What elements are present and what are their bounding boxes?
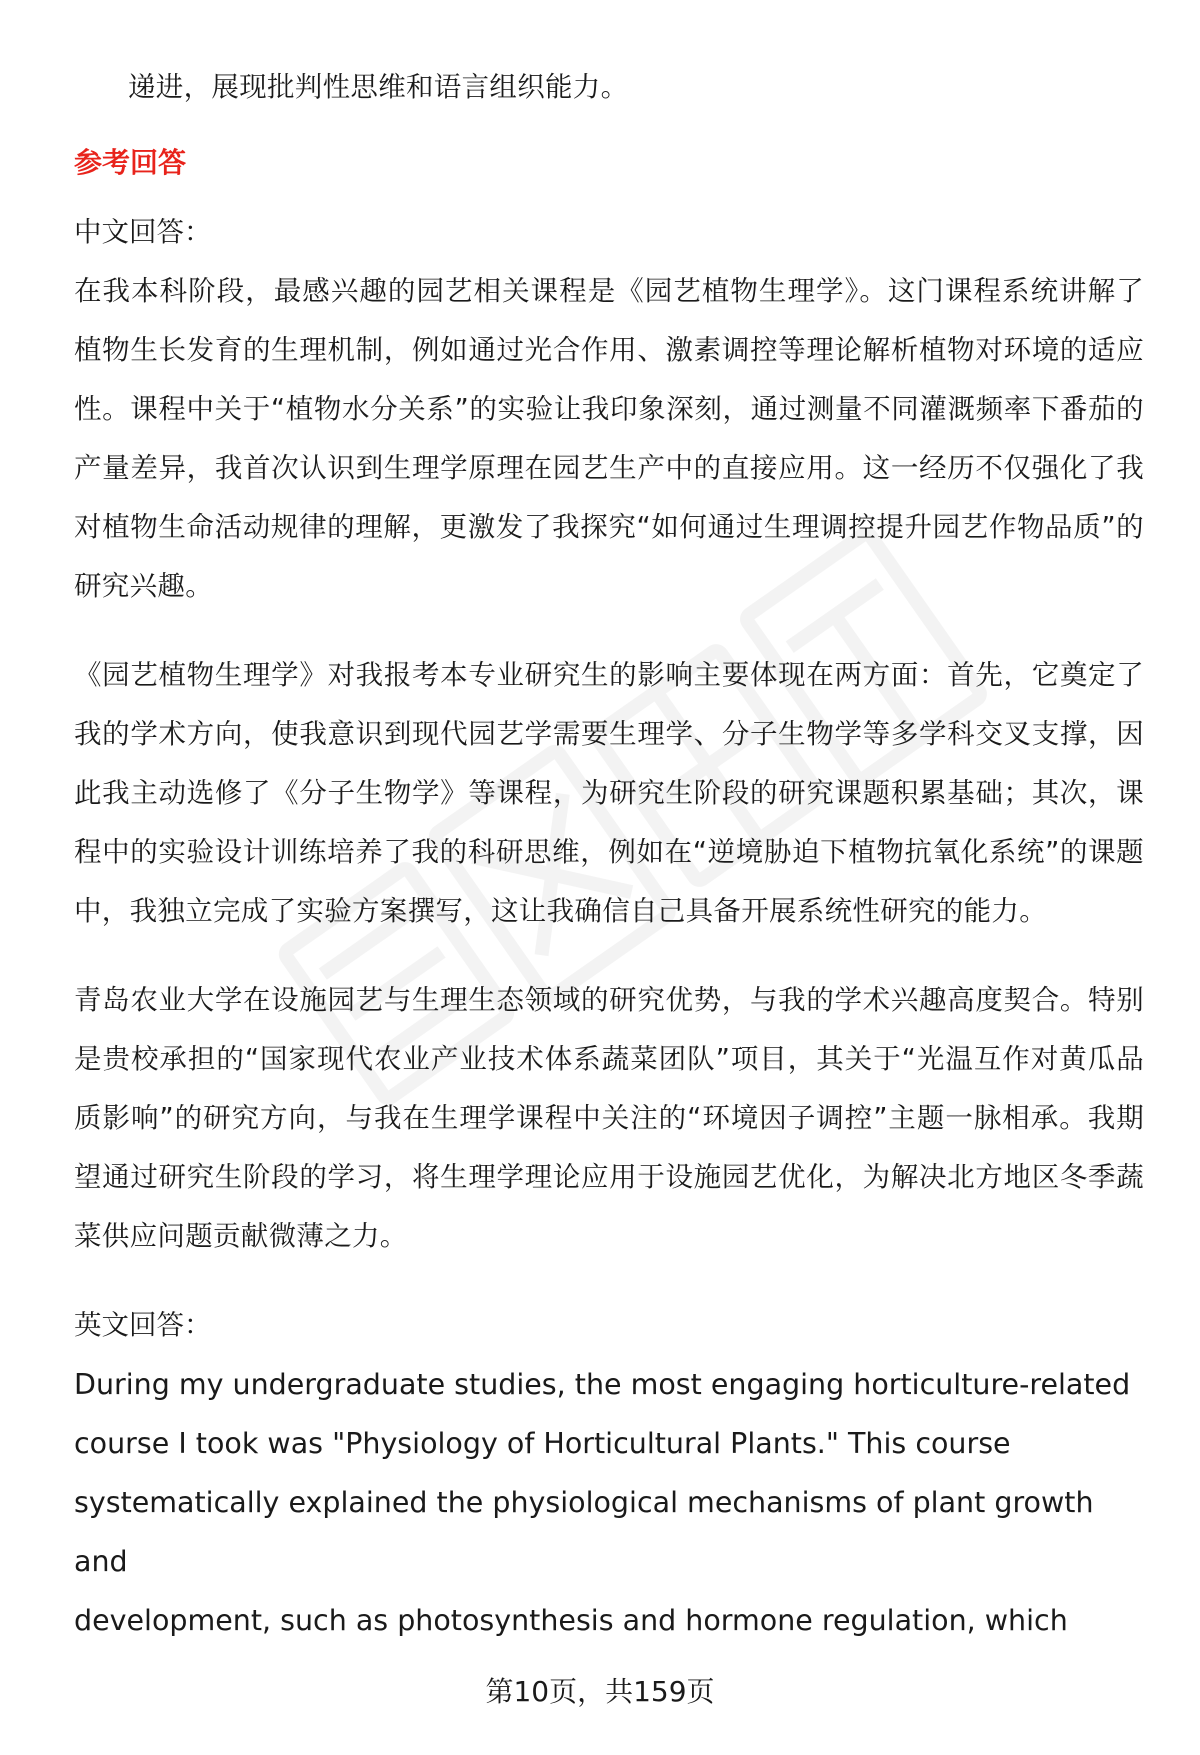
- chinese-paragraph-3: 青岛农业大学在设施园艺与生理生态领域的研究优势，与我的学术兴趣高度契合。特别是贵校承担的“国家现代农业产业技术体系蔬菜团队”项目，其关于“光温互作对黄瓜品质影响”的研究方向，与我在生理学课程中关注的“环境因子调控”主题一脉相承。我期望通过研究生阶段的学习，将生理学理论应用于设施园艺优化，为解决北方地区冬季蔬菜供应问题贡献微薄之力。: [74, 984, 1144, 1252]
- english-line-3: systematically explained the physiological mechanisms of plant growth and: [74, 1486, 1094, 1578]
- section-heading: 参考回答: [74, 146, 187, 179]
- english-answer-label: 英文回答：: [74, 1309, 212, 1341]
- page-number-footer: 第10页，共159页: [485, 1675, 715, 1708]
- english-line-4: development, such as photosynthesis and hormone regulation, which: [74, 1604, 1068, 1637]
- english-line-2: course I took was "Physiology of Horticultural Plants." This course: [74, 1427, 1011, 1460]
- chinese-paragraph-1: 在我本科阶段，最感兴趣的园艺相关课程是《园艺植物生理学》。这门课程系统讲解了植物生长发育的生理机制，例如通过光合作用、激素调控等理论解析植物对环境的适应性。课程中关于“植物水分关系”的实验让我印象深刻，通过测量不同灌溉频率下番茄的产量差异，我首次认识到生理学原理在园艺生产中的直接应用。这一经历不仅强化了我对植物生命活动规律的理解，更激发了我探究“如何通过生理调控提升园艺作物品质”的研究兴趣。: [74, 275, 1144, 602]
- content: [74, 58, 1144, 1650]
- chinese-paragraph-2: 《园艺植物生理学》对我报考本专业研究生的影响主要体现在两方面：首先，它奠定了我的学术方向，使我意识到现代园艺学需要生理学、分子生物学等多学科交叉支撑，因此我主动选修了《分子生物学》等课程，为研究生阶段的研究课题积累基础；其次，课程中的实验设计训练培养了我的科研思维，例如在“逆境胁迫下植物抗氧化系统”的课题中，我独立完成了实验方案撰写，这让我确信自己具备开展系统性研究的能力。: [74, 659, 1144, 927]
- english-line-1: During my undergraduate studies, the most engaging horticulture-related: [74, 1368, 1131, 1401]
- chinese-answer-label: 中文回答：: [74, 216, 212, 248]
- continuation-text: 递进，展现批判性思维和语言组织能力。: [128, 71, 629, 103]
